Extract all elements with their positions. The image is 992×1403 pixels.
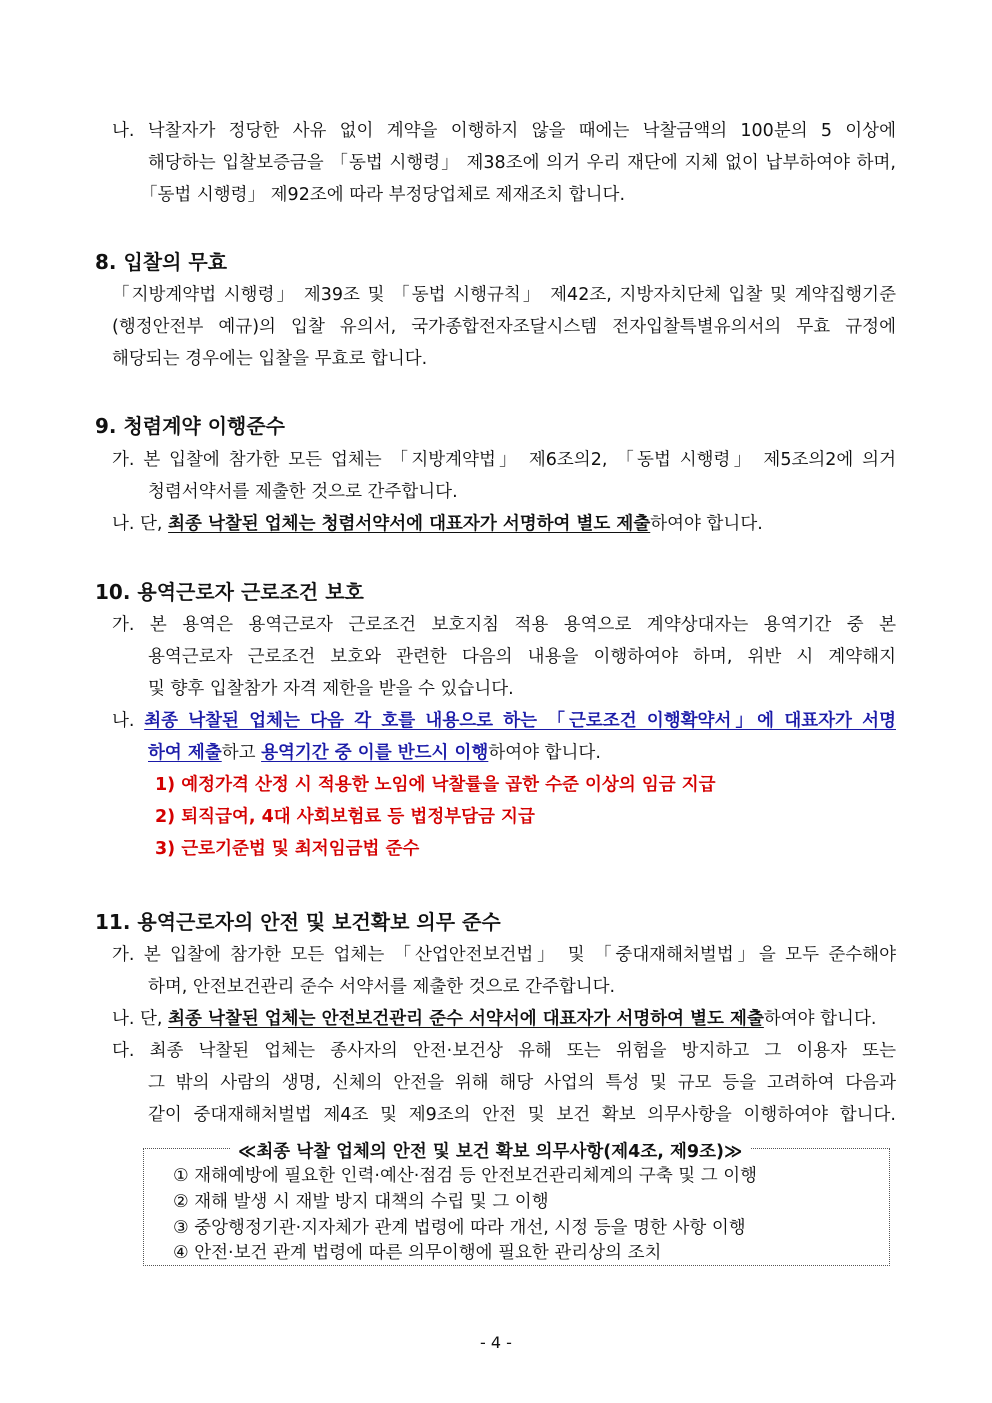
section-9-item-na-suffix: 하여야 합니다. (650, 514, 763, 534)
section-11-item-ga-line-2: 하며, 안전보건관리 준수 서약서를 제출한 것으로 간주합니다. (148, 977, 616, 997)
section-11-heading: 11. 용역근로자의 안전 및 보건확보 의무 준수 (95, 910, 501, 934)
section-10-subitem-3: 3) 근로기준법 및 최저임금법 준수 (155, 839, 420, 859)
obligation-item-3: ③ 중앙행정기관·지자체가 관계 법령에 따라 개선, 시정 등을 명한 사항 이행 (173, 1218, 746, 1238)
clause-na-line-2: 해당하는 입찰보증금을 「동법 시행령」 제38조에 의거 우리 재단에 지체 없이 납부하여야 하며, (148, 153, 896, 173)
section-10-item-na-line-1 (112, 708, 896, 734)
section-9-item-ga-line-2: 청렴서약서를 제출한 것으로 간주합니다. (148, 482, 458, 502)
section-11-item-na-underlined: 최종 낙찰된 업체는 안전보건관리 준수 서약서에 대표자가 서명하여 별도 제출 (168, 1009, 764, 1029)
clause-na-line-3: 「동법 시행령」 제92조에 따라 부정당업체로 제재조치 합니다. (140, 185, 626, 205)
obligations-box-title: ≪최종 낙찰 업체의 안전 및 보건 확보 의무사항(제4조, 제9조)≫ (230, 1138, 750, 1163)
clause-na-line-1: 나. 낙찰자가 정당한 사유 없이 계약을 이행하지 않을 때에는 낙찰금액의 100분의 5 이상에 (112, 121, 896, 141)
section-8-line-1: 「지방계약법 시행령」 제39조 및 「동법 시행규칙」 제42조, 지방자치단체 입찰 및 계약집행기준 (112, 285, 896, 305)
section-11-item-na-prefix: 나. 단, (112, 1009, 169, 1029)
section-10-item-na-suffix: 하여야 합니다. (488, 743, 601, 763)
section-10-item-na-prefix: 나. (112, 711, 145, 731)
page-number: - 4 - (480, 1333, 512, 1352)
section-10-item-na-underlined-1: 최종 낙찰된 업체는 다음 각 호를 내용으로 하는 「근로조건 이행확약서」에 대표자가 서명 (144, 711, 896, 731)
section-9-item-ga-line-1: 가. 본 입찰에 참가한 모든 업체는 「지방계약법」 제6조의2, 「동법 시행령」 제5조의2에 의거 (112, 450, 896, 470)
section-11-item-na-suffix: 하여야 합니다. (763, 1009, 877, 1029)
section-11-item-da-line-1: 다. 최종 낙찰된 업체는 종사자의 안전·보건상 유해 또는 위험을 방지하고 그 이용자 또는 (112, 1041, 896, 1061)
section-10-item-na-line-2 (148, 740, 601, 766)
obligation-item-1: ① 재해예방에 필요한 인력·예산·점검 등 안전보건관리체계의 구축 및 그 이행 (173, 1166, 758, 1186)
section-9-item-na-underlined: 최종 낙찰된 업체는 청렴서약서에 대표자가 서명하여 별도 제출 (168, 514, 651, 534)
section-10-subitem-2: 2) 퇴직급여, 4대 사회보험료 등 법정부담금 지급 (155, 807, 535, 827)
section-9-item-na-prefix: 나. 단, (112, 514, 169, 534)
section-10-subitem-1: 1) 예정가격 산정 시 적용한 노임에 낙찰률을 곱한 수준 이상의 임금 지급 (155, 775, 716, 795)
section-8-heading: 8. 입찰의 무효 (95, 250, 228, 274)
section-10-item-na-underlined-2: 하여 제출 (148, 743, 222, 763)
section-10-item-ga-line-3: 및 향후 입찰참가 자격 제한을 받을 수 있습니다. (148, 679, 514, 699)
section-10-item-ga-line-2: 용역근로자 근로조건 보호와 관련한 다음의 내용을 이행하여야 하며, 위반 시 계약해지 (148, 647, 896, 667)
section-10-item-ga-line-1: 가. 본 용역은 용역근로자 근로조건 보호지침 적용 용역으로 계약상대자는 용역기간 중 본 (112, 615, 896, 635)
obligation-item-4: ④ 안전·보건 관계 법령에 따른 의무이행에 필요한 관리상의 조치 (173, 1243, 662, 1263)
section-10-item-na-underlined-3: 용역기간 중 이를 반드시 이행 (261, 743, 489, 763)
section-8-line-2: (행정안전부 예규)의 입찰 유의서, 국가종합전자조달시스템 전자입찰특별유의서의 무효 규정에 (112, 317, 896, 337)
section-11-item-na (112, 1006, 876, 1032)
section-8-line-3: 해당되는 경우에는 입찰을 무효로 합니다. (112, 349, 428, 369)
section-10-heading: 10. 용역근로자 근로조건 보호 (95, 580, 364, 604)
section-9-item-na (112, 511, 763, 537)
section-11-item-da-line-3: 같이 중대재해처벌법 제4조 및 제9조의 안전 및 보건 확보 의무사항을 이행하여야 합니다. (148, 1105, 896, 1125)
obligation-item-2: ② 재해 발생 시 재발 방지 대책의 수립 및 그 이행 (173, 1192, 549, 1212)
section-10-item-na-mid: 하고 (221, 743, 262, 763)
section-11-item-da-line-2: 그 밖의 사람의 생명, 신체의 안전을 위해 해당 사업의 특성 및 규모 등을 고려하여 다음과 (148, 1073, 896, 1093)
section-11-item-ga-line-1: 가. 본 입찰에 참가한 모든 업체는 「산업안전보건법」 및 「중대재해처벌법」을 모두 준수해야 (112, 945, 896, 965)
section-9-heading: 9. 청렴계약 이행준수 (95, 414, 285, 438)
